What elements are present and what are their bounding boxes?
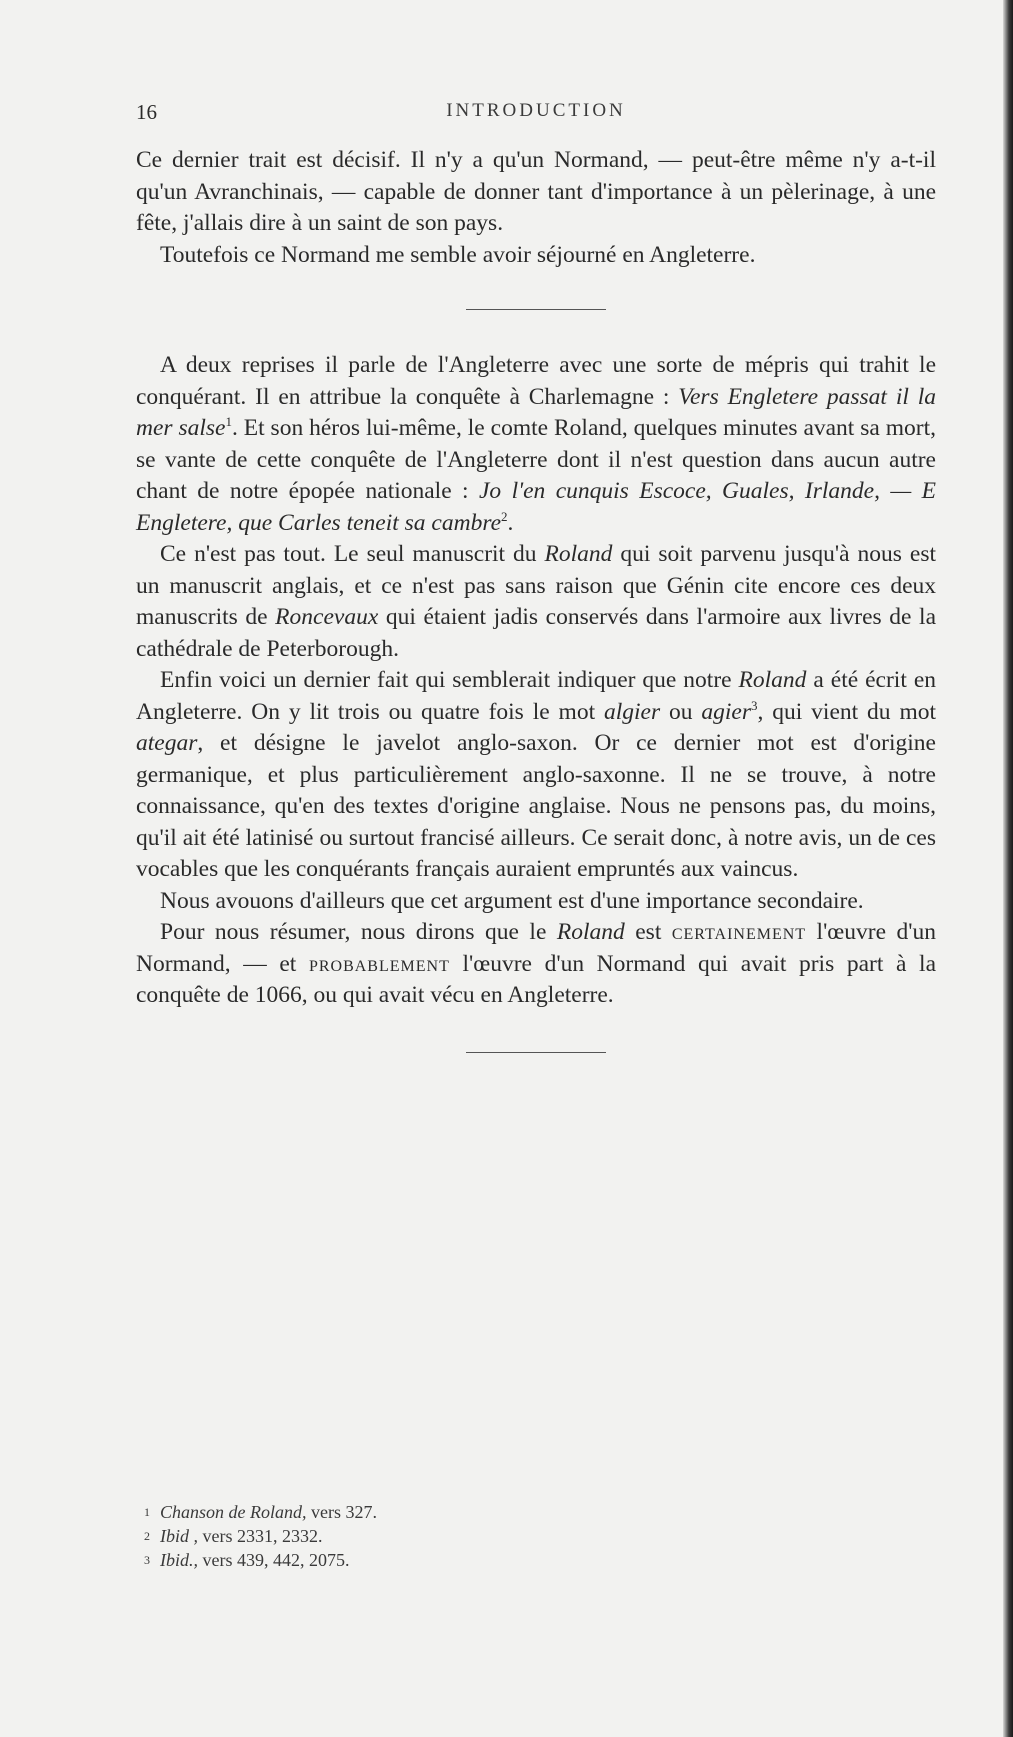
footnote-3: 3 Ibid., vers 439, 442, 2075.	[144, 1550, 350, 1570]
page-header	[136, 100, 936, 130]
paragraph-5: Enfin voici un dernier fait qui semblerait indiquer que notre Roland a été écrit en Angleterre. On y lit trois ou quatre fois le mot algier ou agier$^3$, qui vient du mot ategar, et désigne le javelot anglo-saxon. Or ce dernier mot est d'origine germanique, et plus particulièrement anglo-saxonne. Il ne se trouve, à notre connaissance, qu'en des textes d'origine anglaise. Nous ne pensons pas, du moins, qu'il ait été latinisé ou surtout francisé ailleurs. Ce serait donc, à notre avis, un de ces vocables que les conquérants français auraient empruntés aux vaincus.	[136, 667, 936, 882]
footnote-ref-3: 3	[751, 697, 758, 713]
page-edge-shadow	[1003, 0, 1013, 1737]
quote-jo-len-cunquis: Jo l'en cunquis Escoce, Guales, Irlande, — E Engletere, que Carles teneit sa cambre	[136, 478, 936, 536]
paragraph-2: Toutefois ce Normand me semble avoir séjourné en Angleterre.	[160, 241, 756, 268]
paragraph-3: A deux reprises il parle de l'Angleterre avec une sorte de mépris qui trahit le conquérant. Il en attribue la conquête à Charlemagne : Vers Engletere passat il la mer salse$^1$. Et son héros lui-même, le comte Roland, quelques minutes avant sa mort, se vante de cette conquête de l'Angleterre dont il n'est question dans aucun autre chant de notre épopée nationale : Jo l'en cunquis Escoce, Guales, Irlande, — E Engletere, que Carles teneit sa cambre$^2$.	[136, 352, 937, 536]
paragraph-6: Nous avouons d'ailleurs que cet argument est d'une importance secondaire.	[160, 887, 864, 914]
footnotes	[144, 1500, 844, 1572]
word-certainement: certainement	[671, 919, 807, 945]
page-number: 16	[136, 100, 157, 124]
footnote-separator	[466, 1052, 606, 1053]
section-separator	[466, 309, 606, 310]
footnote-1: 1 Chanson de Roland, vers 327.	[144, 1502, 377, 1522]
running-title: INTRODUCTION	[446, 100, 626, 121]
body-text	[136, 145, 936, 1053]
paragraph-7: Pour nous résumer, nous dirons que le Roland est certainement l'œuvre d'un Normand, — et probablement l'œuvre d'un Normand qui avait pris part à la conquête de 1066, ou qui avait vécu en Angleterre.	[136, 919, 937, 1008]
footnote-ref-2: 2	[501, 508, 508, 524]
footnote-ref-1: 1	[225, 414, 232, 430]
quote-vers-engletere: Vers Engletere passat il la mer salse	[136, 383, 936, 441]
paragraph-4: Ce n'est pas tout. Le seul manuscrit du Roland qui soit parvenu jusqu'à nous est un manuscrit anglais, et ce n'est pas sans raison que Génin cite encore ces deux manuscrits de Roncevaux qui étaient jadis conservés dans l'armoire aux livres de la cathédrale de Peterborough.	[136, 541, 936, 662]
paragraph-1: Ce dernier trait est décisif. Il n'y a qu'un Normand, — peut-être même n'y a-t-il qu'un Avranchinais, — capable de donner tant d'importance à un pèlerinage, à une fête, j'allais dire à un saint de son pays.	[136, 147, 936, 236]
footnote-2: 2 Ibid , vers 2331, 2332.	[144, 1526, 323, 1546]
word-probablement: probablement	[308, 950, 450, 977]
